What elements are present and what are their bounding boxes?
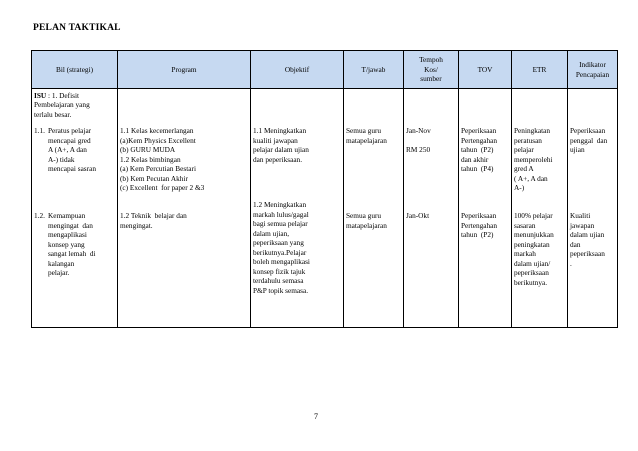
objektif-cell xyxy=(251,125,344,199)
header-objektif xyxy=(251,51,344,89)
tempoh-cell xyxy=(404,199,459,327)
text-line: T/jawab xyxy=(361,64,386,74)
text-line: menunjukkan xyxy=(514,230,554,240)
text-line: A (A+, A dan xyxy=(47,145,87,155)
text-line: matapelajaran xyxy=(346,135,387,145)
text-line: ETR xyxy=(532,64,547,74)
text-line: dan akhir xyxy=(461,154,489,164)
text-line: 100% pelajar xyxy=(514,211,553,221)
tjawab-cell xyxy=(344,125,404,199)
text-line: pelajar dalam ujian xyxy=(253,145,309,155)
text-line: ujian xyxy=(570,145,585,155)
text-line: Peperiksaan xyxy=(570,126,606,136)
text-line: A-) xyxy=(514,183,525,193)
text-line: Jan-Nov xyxy=(406,126,431,136)
text-line: kalangan xyxy=(47,258,75,268)
text-line: sasaran xyxy=(514,220,536,230)
etr-cell xyxy=(512,125,568,199)
text-line: Pertengahan xyxy=(461,135,498,145)
text-line: bagi semua pelajar xyxy=(253,219,308,229)
etr-cell xyxy=(512,199,568,327)
text-line: mengingat. xyxy=(120,220,153,230)
text-line: (a) Kem Percutian Bestari xyxy=(120,164,196,174)
text-line: terdahulu semasa xyxy=(253,276,304,286)
item-number: 1.2. xyxy=(34,211,45,221)
text-line: dalam ujian xyxy=(570,230,605,240)
program-cell xyxy=(118,125,251,199)
text-line: mencapai gred xyxy=(47,135,91,145)
indikator-cell xyxy=(568,125,618,199)
item-number: 1.1. xyxy=(34,126,45,136)
header-etr xyxy=(512,51,568,89)
text-line: peperiksaan xyxy=(570,249,605,259)
tov-cell xyxy=(459,125,512,199)
header-tempoh xyxy=(404,51,459,89)
text-line: peperiksaan xyxy=(514,268,549,278)
text-line: Pertengahan xyxy=(461,220,498,230)
text-line: 1.2 Teknik belajar dan xyxy=(120,211,187,221)
table-row xyxy=(32,125,618,199)
text-line: ( A+, A dan xyxy=(514,173,548,183)
text-line: RM 250 xyxy=(406,145,431,155)
text-line: ISU : 1. Defisit xyxy=(34,91,80,100)
text-line: TOV xyxy=(477,64,493,74)
text-line: markah lulus/gagal xyxy=(253,209,309,219)
issue-cell xyxy=(32,89,118,126)
text-line: mengingat dan xyxy=(47,220,93,230)
text-line: Pembelajaran yang xyxy=(34,100,90,110)
text-line: pelajar xyxy=(514,145,534,155)
text-line: Semua guru xyxy=(346,211,382,221)
text-line: memperolehi xyxy=(514,154,553,164)
text-line: peratusan xyxy=(514,135,542,145)
text-line: berikutnya.Pelajar xyxy=(253,247,307,257)
text-line: markah xyxy=(514,249,536,259)
bil-cell xyxy=(32,125,118,199)
text-line: terlalu besar. xyxy=(34,109,72,119)
text-line: P&P topik semasa. xyxy=(253,285,309,295)
text-line: matapelajaran xyxy=(346,220,387,230)
tactical-plan-table xyxy=(31,50,618,328)
text-line: Bil (strategi) xyxy=(55,64,94,74)
text-line: 1.1 Kelas kecemerlangan xyxy=(120,126,194,136)
header-tov xyxy=(459,51,512,89)
text-line: jawapan xyxy=(570,220,595,230)
text-line: (b) GURU MUDA xyxy=(120,145,176,155)
text-line: dan xyxy=(570,239,581,249)
tempoh-cell xyxy=(404,125,459,199)
tov-cell xyxy=(459,199,512,327)
text-line: Semua guru xyxy=(346,126,382,136)
text-line: Kemampuan xyxy=(47,211,86,221)
text-line: mengaplikasi xyxy=(47,230,87,240)
text-line: pelajar. xyxy=(47,268,70,278)
text-line: kualiti jawapan xyxy=(253,135,298,145)
text-line: Pencapaian xyxy=(575,69,610,79)
text-line: Objektif xyxy=(284,64,310,74)
text-line: konsep yang xyxy=(47,239,85,249)
table-row xyxy=(32,199,618,327)
text-line: 1.2 Kelas bimbingan xyxy=(120,154,181,164)
issue-row xyxy=(32,89,618,126)
strategy-text xyxy=(48,126,115,173)
text-line: tahun (P2) xyxy=(461,145,494,155)
text-line: dalam ujian/ xyxy=(514,258,551,268)
text-line: berikutnya. xyxy=(514,277,548,287)
text-line: tahun (P2) xyxy=(461,230,494,240)
header-tjawab xyxy=(344,51,404,89)
text-line: (a)Kem Physics Excellent xyxy=(120,135,196,145)
text-line: Peperiksaan xyxy=(461,211,497,221)
indikator-cell xyxy=(568,199,618,327)
text-line: 1.2 Meningkatkan xyxy=(253,200,307,210)
document-title: PELAN TAKTIKAL xyxy=(33,23,121,33)
text-line: boleh mengaplikasi xyxy=(253,257,310,267)
text-line: Indikator xyxy=(579,60,606,70)
text-line: 1.1 Meningkatkan xyxy=(253,126,307,136)
header-indikator xyxy=(568,51,618,89)
text-line: Kualiti xyxy=(570,211,591,221)
text-line: Program xyxy=(171,64,197,74)
text-line: . xyxy=(570,258,572,268)
header-bil xyxy=(32,51,118,89)
text-line: dalam ujian, xyxy=(253,228,290,238)
program-cell xyxy=(118,199,251,327)
header-program xyxy=(118,51,251,89)
text-line: A-) tidak xyxy=(47,154,75,164)
text-line: gred A xyxy=(514,164,534,174)
text-line: Peratus pelajar xyxy=(47,126,92,136)
text-line: peperiksaan yang xyxy=(253,238,304,248)
text-line: Jan-Okt xyxy=(406,211,430,221)
tjawab-cell xyxy=(344,199,404,327)
text-line: peningkatan xyxy=(514,239,550,249)
text-line: Peperiksaan xyxy=(461,126,497,136)
text-line: Tempoh xyxy=(419,55,443,65)
text-line: (b) Kem Pecutan Akhir xyxy=(120,173,188,183)
header-row xyxy=(32,51,618,89)
text-line: Kos/ xyxy=(424,64,438,74)
text-line: konsep fizik tajuk xyxy=(253,266,306,276)
bil-cell xyxy=(32,199,118,327)
strategy-text xyxy=(48,211,115,277)
text-line: tahun (P4) xyxy=(461,164,494,174)
text-line: sumber xyxy=(420,74,442,84)
text-line: dan peperiksaan. xyxy=(253,154,303,164)
page-number: 7 xyxy=(314,412,318,421)
text-line: mencapai sasran xyxy=(47,164,96,174)
text-line: (c) Excellent for paper 2 &3 xyxy=(120,183,205,193)
objektif-cell xyxy=(251,199,344,327)
text-line: sangat lemah di xyxy=(47,249,96,259)
text-line: penggal dan xyxy=(570,135,608,145)
text-line: Peningkatan xyxy=(514,126,551,136)
text-line xyxy=(406,136,456,145)
